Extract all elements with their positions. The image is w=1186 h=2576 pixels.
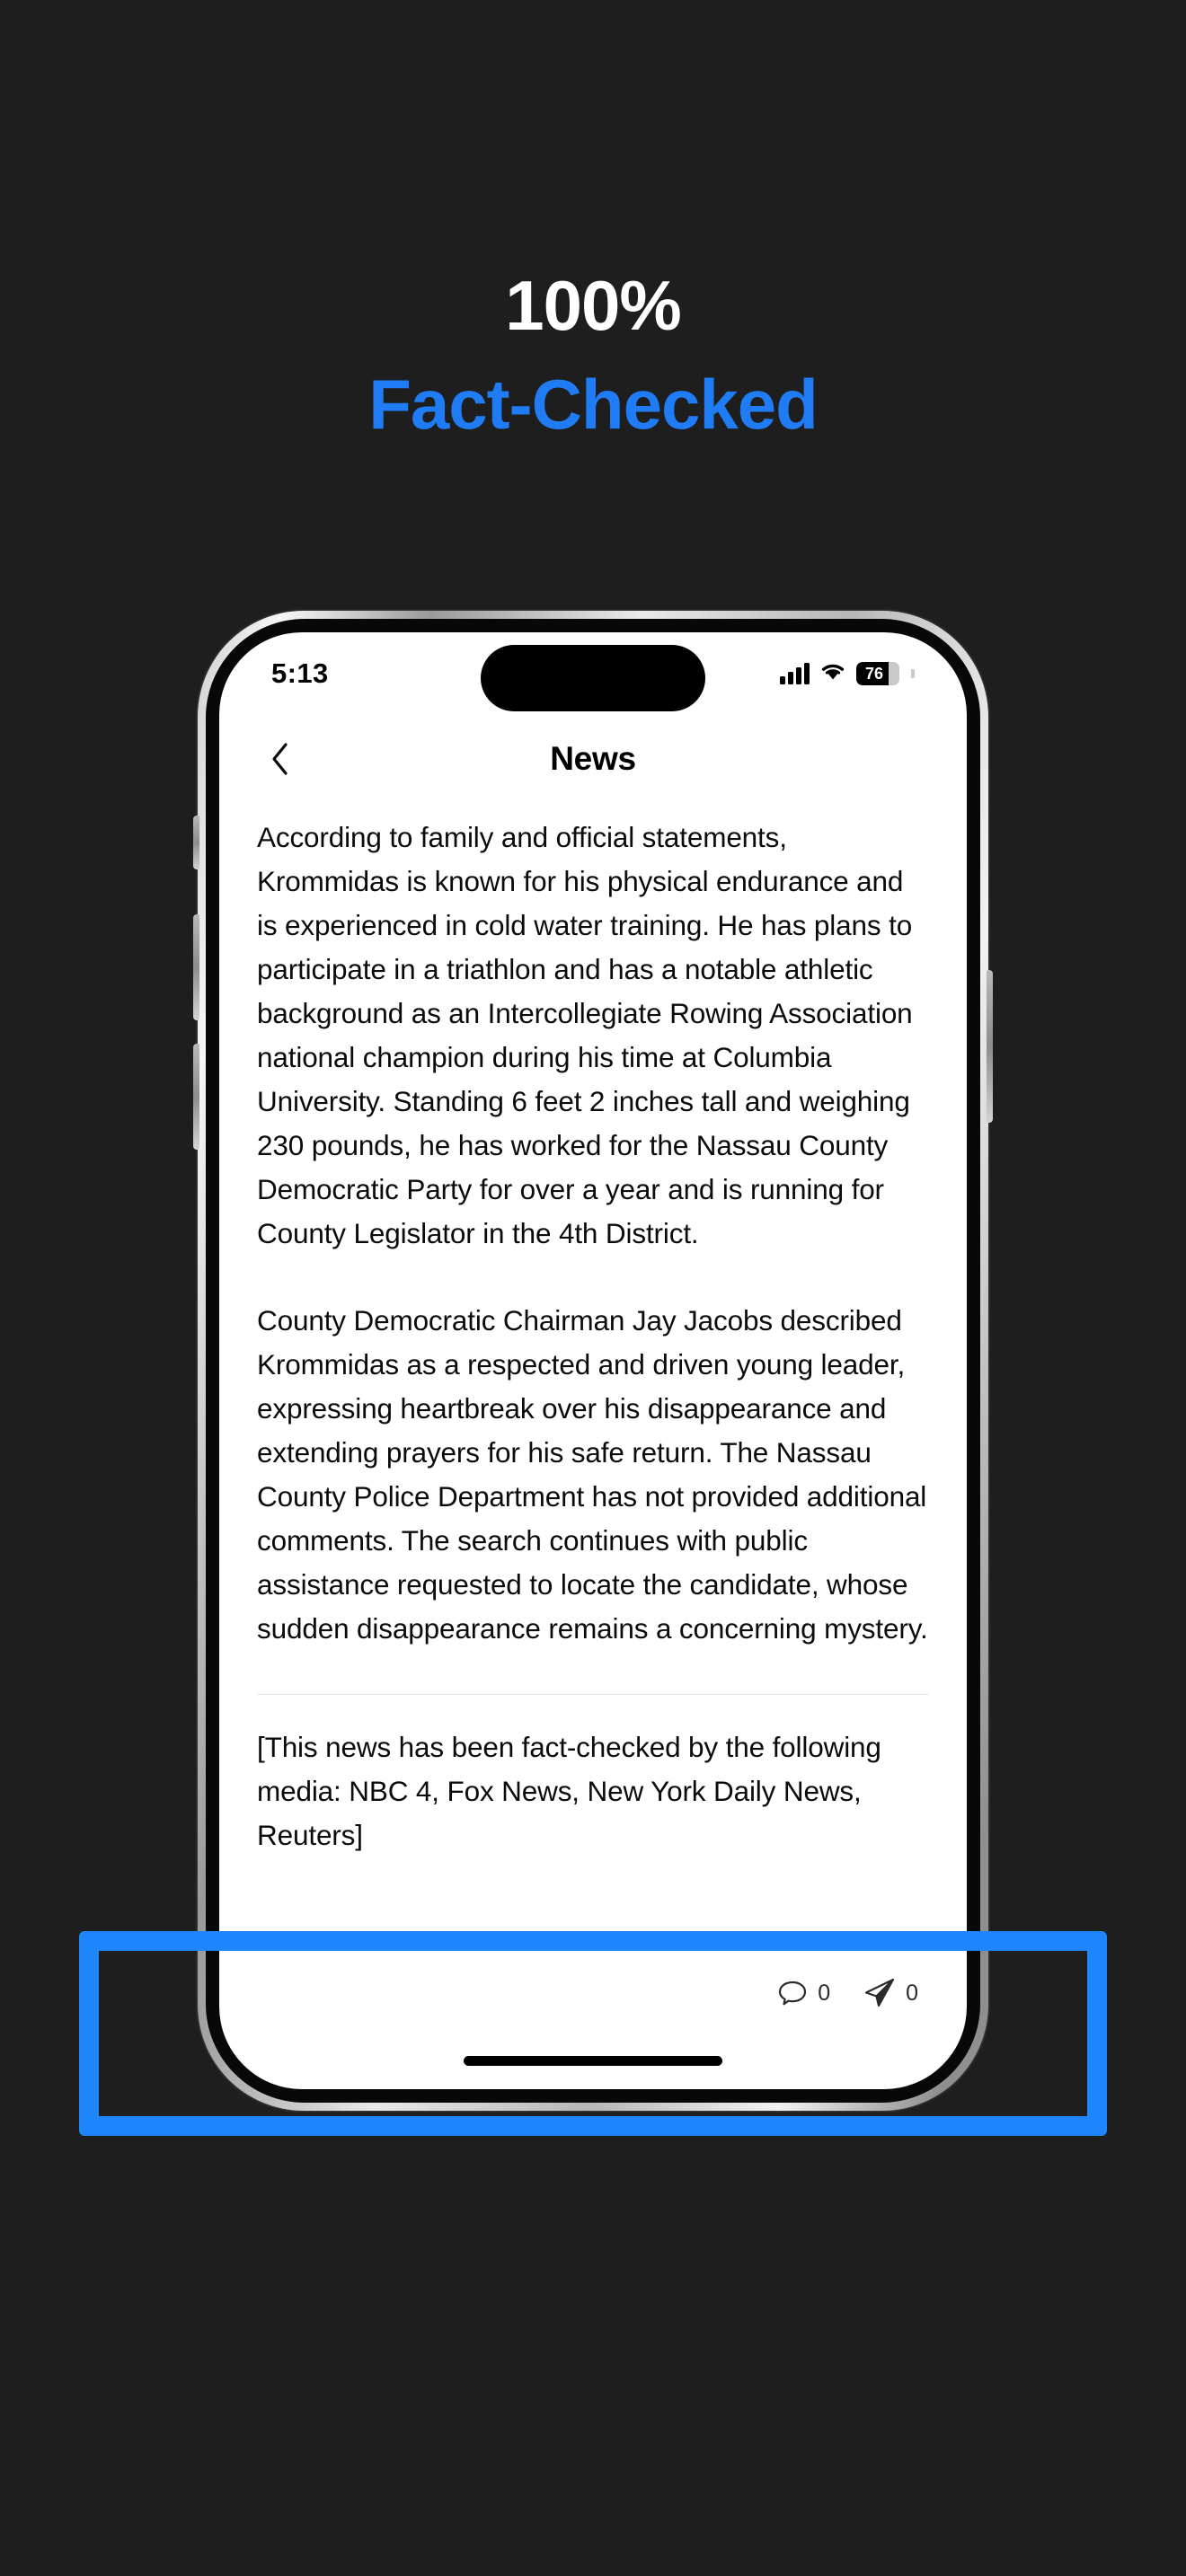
silent-switch-button[interactable] [193,816,199,869]
status-bar-indicators [780,661,915,687]
battery-tip [911,669,915,678]
article-paragraph: County Democratic Chairman Jay Jacobs described Krommidas as a respected and driven young leader, expressing heartbreak over his disappearance and extending prayers for his safe return. The Nassau County Police Department has not provided additional comments. The search continues with public assistance requested to locate the candidate, whose sudden disappearance remains a concerning mystery. [257,1304,928,1645]
home-indicator[interactable] [464,2056,722,2066]
dynamic-island [481,645,705,711]
comment-count: 0 [818,1980,831,2006]
wifi-icon [819,661,846,687]
article-body [219,803,967,1884]
battery-icon [856,662,899,685]
status-bar [219,632,967,715]
article-paragraph: According to family and official statements, Krommidas is known for his physical endurance and is experienced in cold water training. He has plans to participate in a triathlon and has a notable athletic background as an Intercollegiate Rowing Association national champion during his time at Columbia University. Standing 6 feet 2 inches tall and weighing 230 pounds, he has worked for the Nassau County Democratic Party for over a year and is running for County Legislator in the 4th District. [257,821,913,1249]
cellular-bars-icon [780,663,810,684]
nav-bar [219,715,967,803]
battery-percent-label: 76 [864,665,884,683]
action-bar [219,1974,967,2012]
status-bar-time: 5:13 [271,657,329,689]
phone-screen [219,632,967,2089]
share-count: 0 [906,1980,918,2006]
paper-plane-icon [861,1974,898,2012]
share-button[interactable] [861,1974,918,2012]
phone-mockup [198,611,988,2111]
promo-headline-percent: 100% [505,266,681,345]
fact-check-note: [This news has been fact-checked by the following media: NBC 4, Fox News, New York Daily News, Reuters] [257,1731,881,1851]
comment-bubble-icon [774,1975,810,2011]
volume-up-button[interactable] [193,914,199,1020]
power-button[interactable] [987,970,993,1123]
comment-button[interactable] [774,1975,830,2011]
page-title: News [550,740,636,777]
volume-down-button[interactable] [193,1044,199,1150]
promo-headline-factchecked: Fact-Checked [368,364,818,444]
promo-headline [0,266,1186,444]
